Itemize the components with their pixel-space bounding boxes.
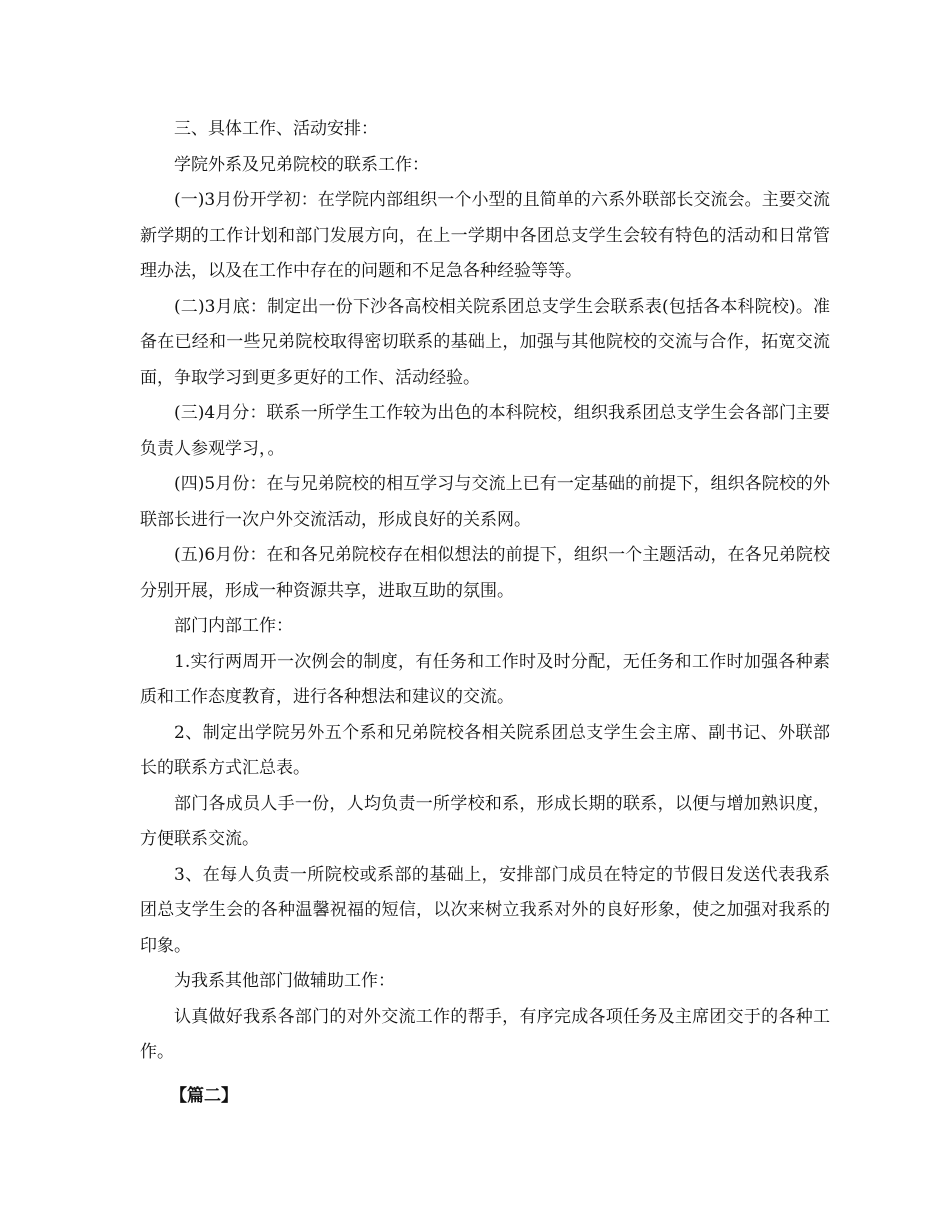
document-body <box>140 112 830 1114</box>
paragraph-item-2: (二)3月底：制定出一份下沙各高校相关院系团总支学生会联系表(包括各本科院校)。准备在已经和一些兄弟院校取得密切联系的基础上，加强与其他院校的交流与合作，拓宽交流面，争取学习到更多更好的工作、活动经验。 <box>140 296 830 388</box>
sub-heading-internal: 部门内部工作： <box>174 616 293 636</box>
section-heading: 三、具体工作、活动安排： <box>174 119 378 139</box>
paragraph-item-3: (三)4月分：联系一所学生工作较为出色的本科院校，组织我系团总支学生会各部门主要负责人参观学习，。 <box>140 403 830 459</box>
paragraph-item-4: (四)5月份：在与兄弟院校的相互学习与交流上已有一定基础的前提下，组织各院校的外联部长进行一次户外交流活动，形成良好的关系网。 <box>140 474 830 530</box>
paragraph-internal-2: 2、制定出学院另外五个系和兄弟院校各相关院系团总支学生会主席、副书记、外联部长的联系方式汇总表。 <box>140 722 830 778</box>
sub-heading-external: 学院外系及兄弟院校的联系工作： <box>174 154 429 175</box>
paragraph-support: 认真做好我系各部门的对外交流工作的帮手，有序完成各项任务及主席团交于的各种工作。 <box>140 1006 830 1062</box>
paragraph-item-5: (五)6月份：在和各兄弟院校存在相似想法的前提下，组织一个主题活动，在各兄弟院校分别开展，形成一种资源共享，进取互助的氛围。 <box>140 545 830 601</box>
part-label: 【篇二】 <box>170 1085 238 1106</box>
paragraph-internal-4: 3、在每人负责一所院校或系部的基础上，安排部门成员在特定的节假日发送代表我系团总支学生会的各种温馨祝福的短信，以次来树立我系对外的良好形象，使之加强对我系的印象。 <box>140 864 830 956</box>
paragraph-internal-1: 1.实行两周开一次例会的制度，有任务和工作时及时分配，无任务和工作时加强各种素质和工作态度教育，进行各种想法和建议的交流。 <box>140 651 830 707</box>
paragraph-item-1: (一)3月份开学初：在学院内部组织一个小型的且简单的六系外联部长交流会。主要交流新学期的工作计划和部门发展方向，在上一学期中各团总支学生会较有特色的活动和日常管理办法，以及在工作中存在的问题和不足急各种经验等等。 <box>140 190 830 281</box>
sub-heading-support: 为我系其他部门做辅助工作： <box>174 971 395 991</box>
paragraph-internal-3: 部门各成员人手一份，人均负责一所学校和系，形成长期的联系，以便与增加熟识度，方便联系交流。 <box>140 793 830 849</box>
